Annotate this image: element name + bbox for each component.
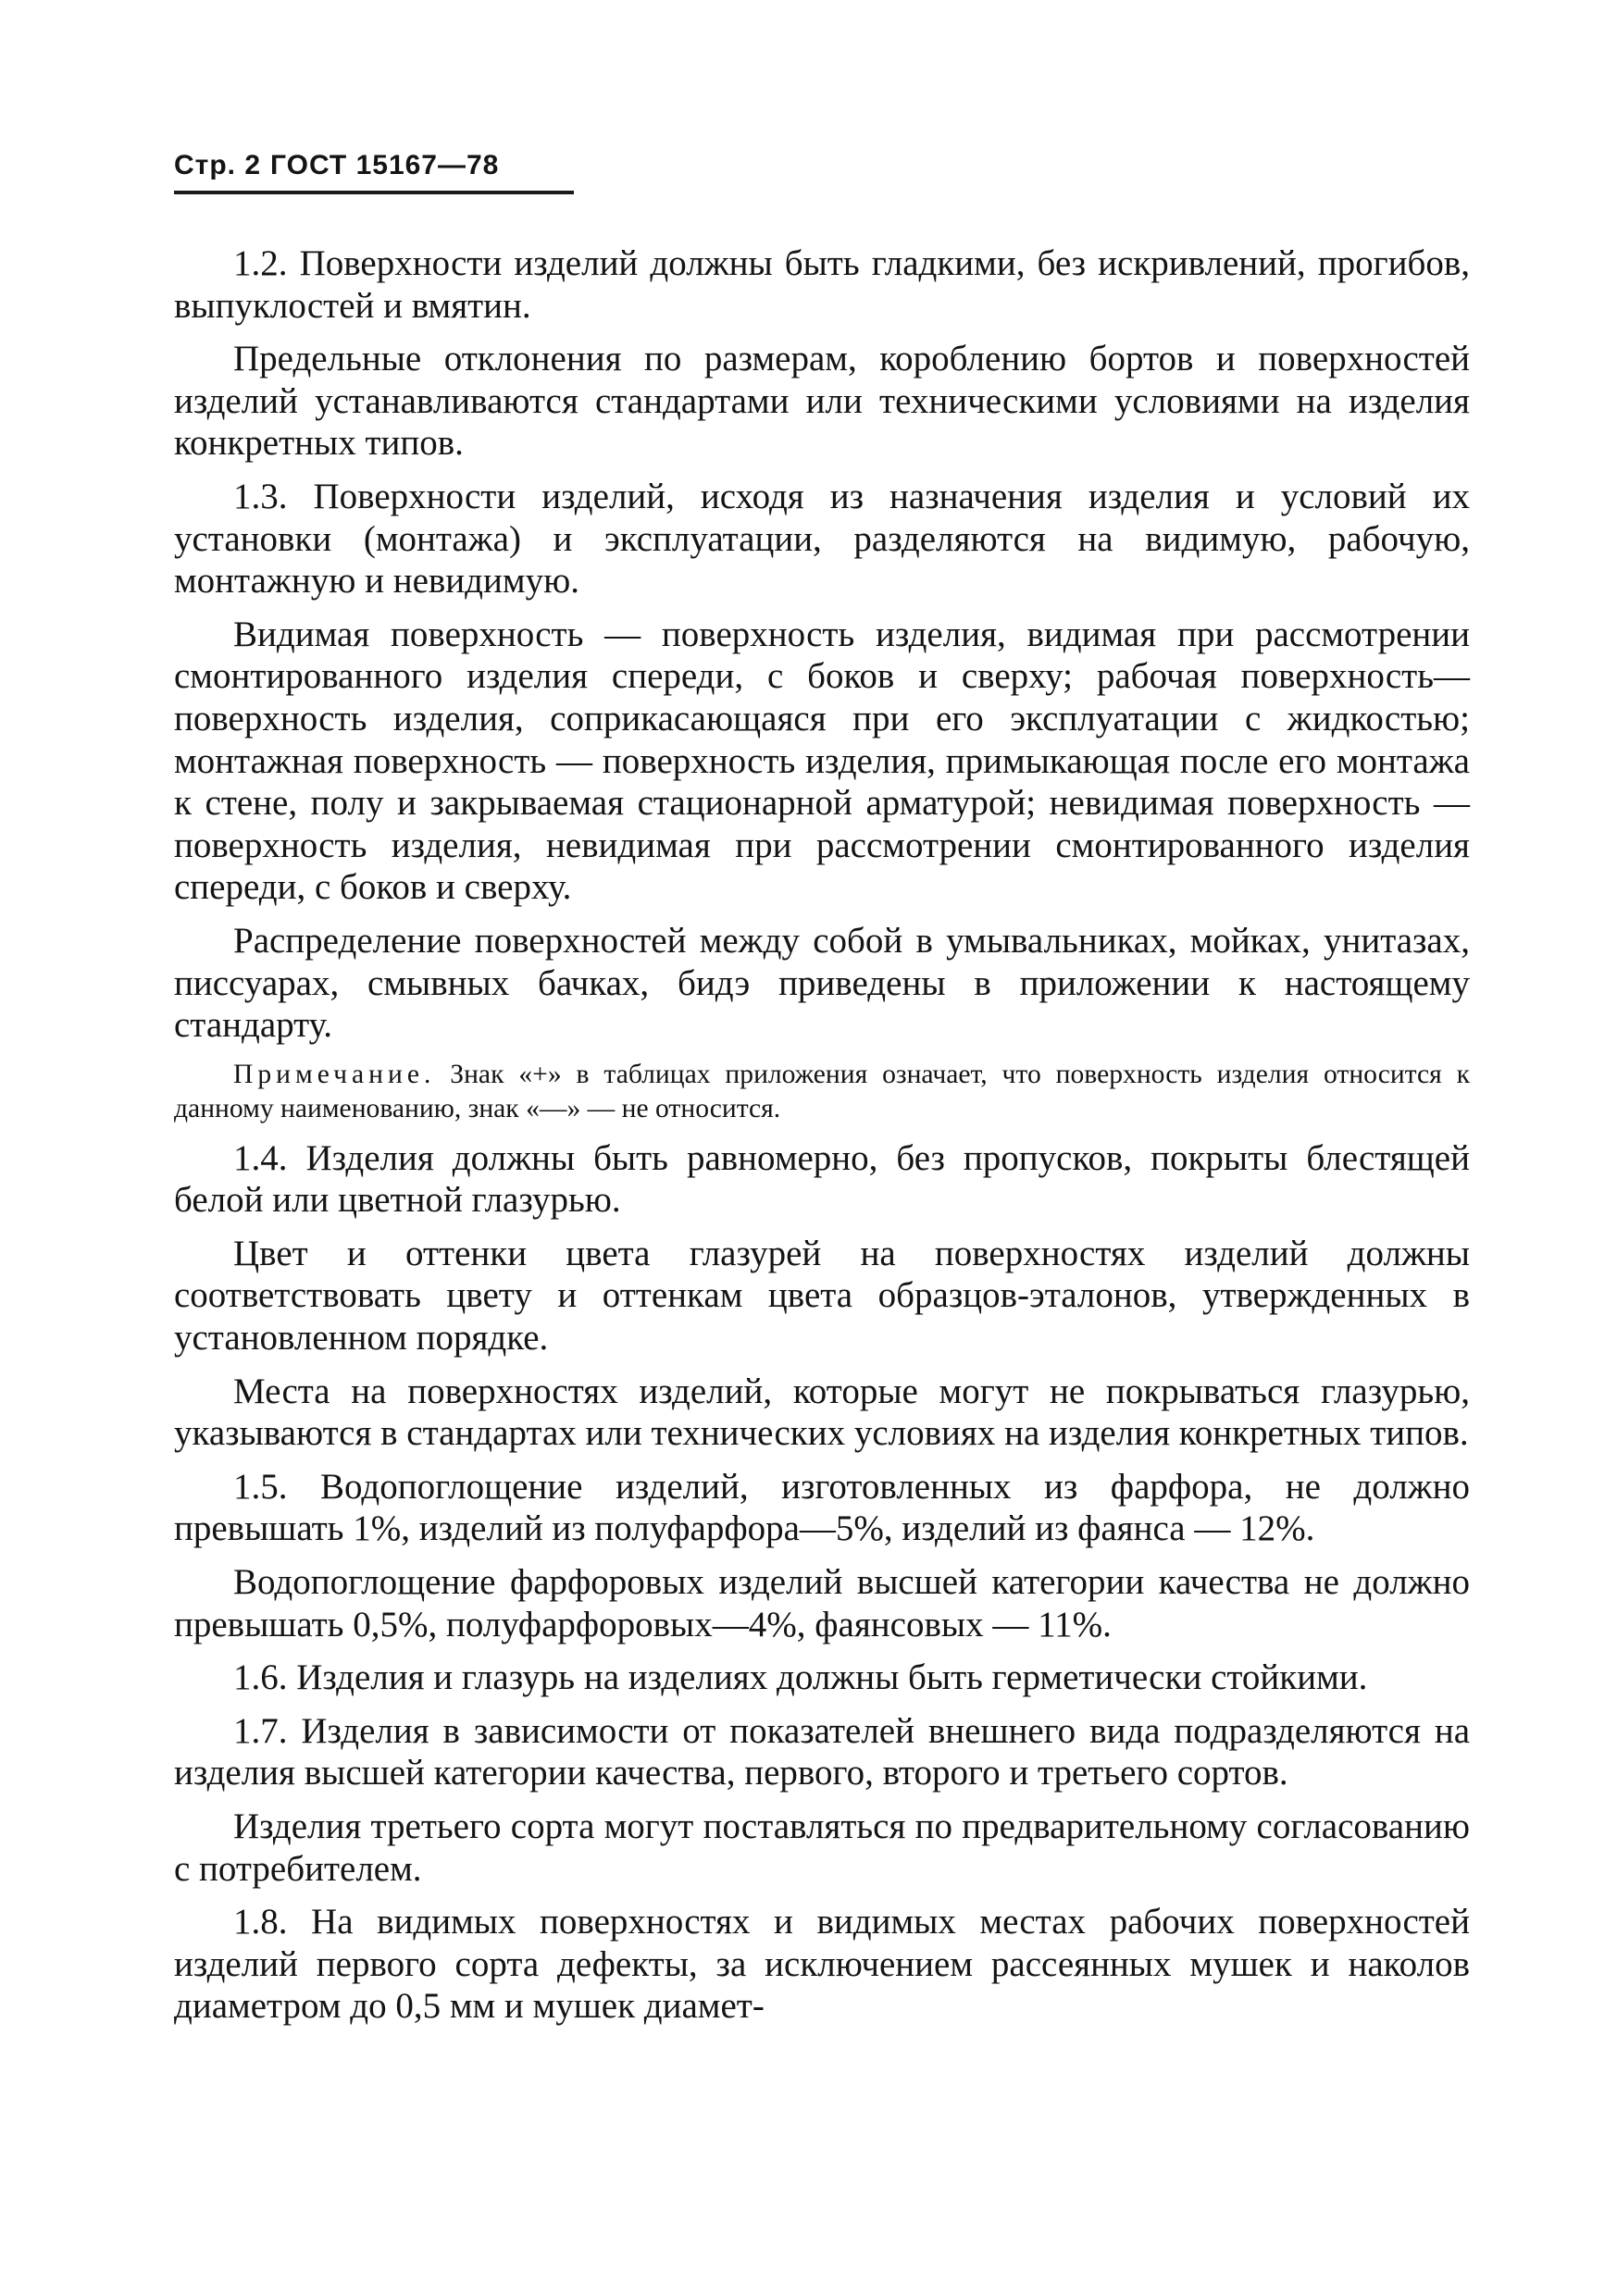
paragraph-1-4: 1.4. Изделия должны быть равномерно, без пропусков, покрыты блестящей белой или цветной глазурью. <box>174 1137 1470 1221</box>
paragraph-1-4-uncoated: Места на поверхностях изделий, которые могут не покрываться глазурью, указываются в стандартах или технических условиях на изделия конкретных типов. <box>174 1371 1470 1454</box>
paragraph-1-3-distribution: Распределение поверхностей между собой в умывальниках, мойках, унитазах, писсуарах, смывных бачках, бидэ приведены в приложении к настоящему стандарту. <box>174 920 1470 1046</box>
paragraph-1-3-definitions: Видимая поверхность — поверхность изделия, видимая при рассмотрении смонтированного изделия спереди, с боков и сверху; рабочая поверхность—поверхность изделия, соприкасающаяся при его эксплуатации с жидкостью; монтажная поверхность — поверхность изделия, примыкающая после его монтажа к стене, полу и закрываемая стационарной арматурой; невидимая поверхность — поверхность изделия, невидимая при рассмотрении смонтированного изделия спереди, с боков и сверху. <box>174 614 1470 908</box>
paragraph-1-7: 1.7. Изделия в зависимости от показателей внешнего вида подразделяются на изделия высшей категории качества, первого, второго и третьего сортов. <box>174 1710 1470 1793</box>
paragraph-1-5-premium: Водопоглощение фарфоровых изделий высшей категории качества не должно превышать 0,5%, полуфарфоровых—4%, фаянсовых — 11%. <box>174 1562 1470 1644</box>
paragraph-1-7-third-grade: Изделия третьего сорта могут поставляться по предварительному согласованию с потребителем. <box>174 1806 1470 1889</box>
paragraph-1-2: 1.2. Поверхности изделий должны быть гладкими, без искривлений, прогибов, выпуклостей и вмятин. <box>174 243 1470 326</box>
paragraph-1-6: 1.6. Изделия и глазурь на изделиях должны быть герметически стойкими. <box>233 1657 1368 1698</box>
paragraph-1-2-tolerances: Предельные отклонения по размерам, короблению бортов и поверхностей изделий устанавливаются стандартами или техническими условиями на изделия конкретных типов. <box>174 339 1470 464</box>
paragraph-1-4-color: Цвет и оттенки цвета глазурей на поверхностях изделий должны соответствовать цвету и оттенкам цвета образцов-эталонов, утвержденных в установленном порядке. <box>174 1233 1470 1359</box>
page-header <box>174 150 574 194</box>
standard-code: ГОСТ 15167—78 <box>270 150 500 180</box>
note-text: Знак «+» в таблицах приложения означает, что поверхность изделия относится к данному наименованию, знак «—» — не относится. <box>174 1059 1470 1123</box>
document-body <box>174 242 1470 2039</box>
page-number: Стр. 2 <box>174 150 262 180</box>
paragraph-1-8: 1.8. На видимых поверхностях и видимых местах рабочих поверхностей изделий первого сорта дефекты, за исключением рассеянных мушек и наколов диаметром до 0,5 мм и мушек диамет- <box>174 1902 1470 2027</box>
paragraph-1-5: 1.5. Водопоглощение изделий, изготовленных из фарфора, не должно превышать 1%, изделий из полуфарфора—5%, изделий из фаянса — 12%. <box>174 1466 1470 1549</box>
note <box>174 1058 1470 1126</box>
paragraph-1-3: 1.3. Поверхности изделий, исходя из назначения изделия и условий их установки (монтажа) и эксплуатации, разделяются на видимую, рабочую, монтажную и невидимую. <box>174 476 1470 602</box>
note-label: Примечание. <box>233 1059 436 1089</box>
